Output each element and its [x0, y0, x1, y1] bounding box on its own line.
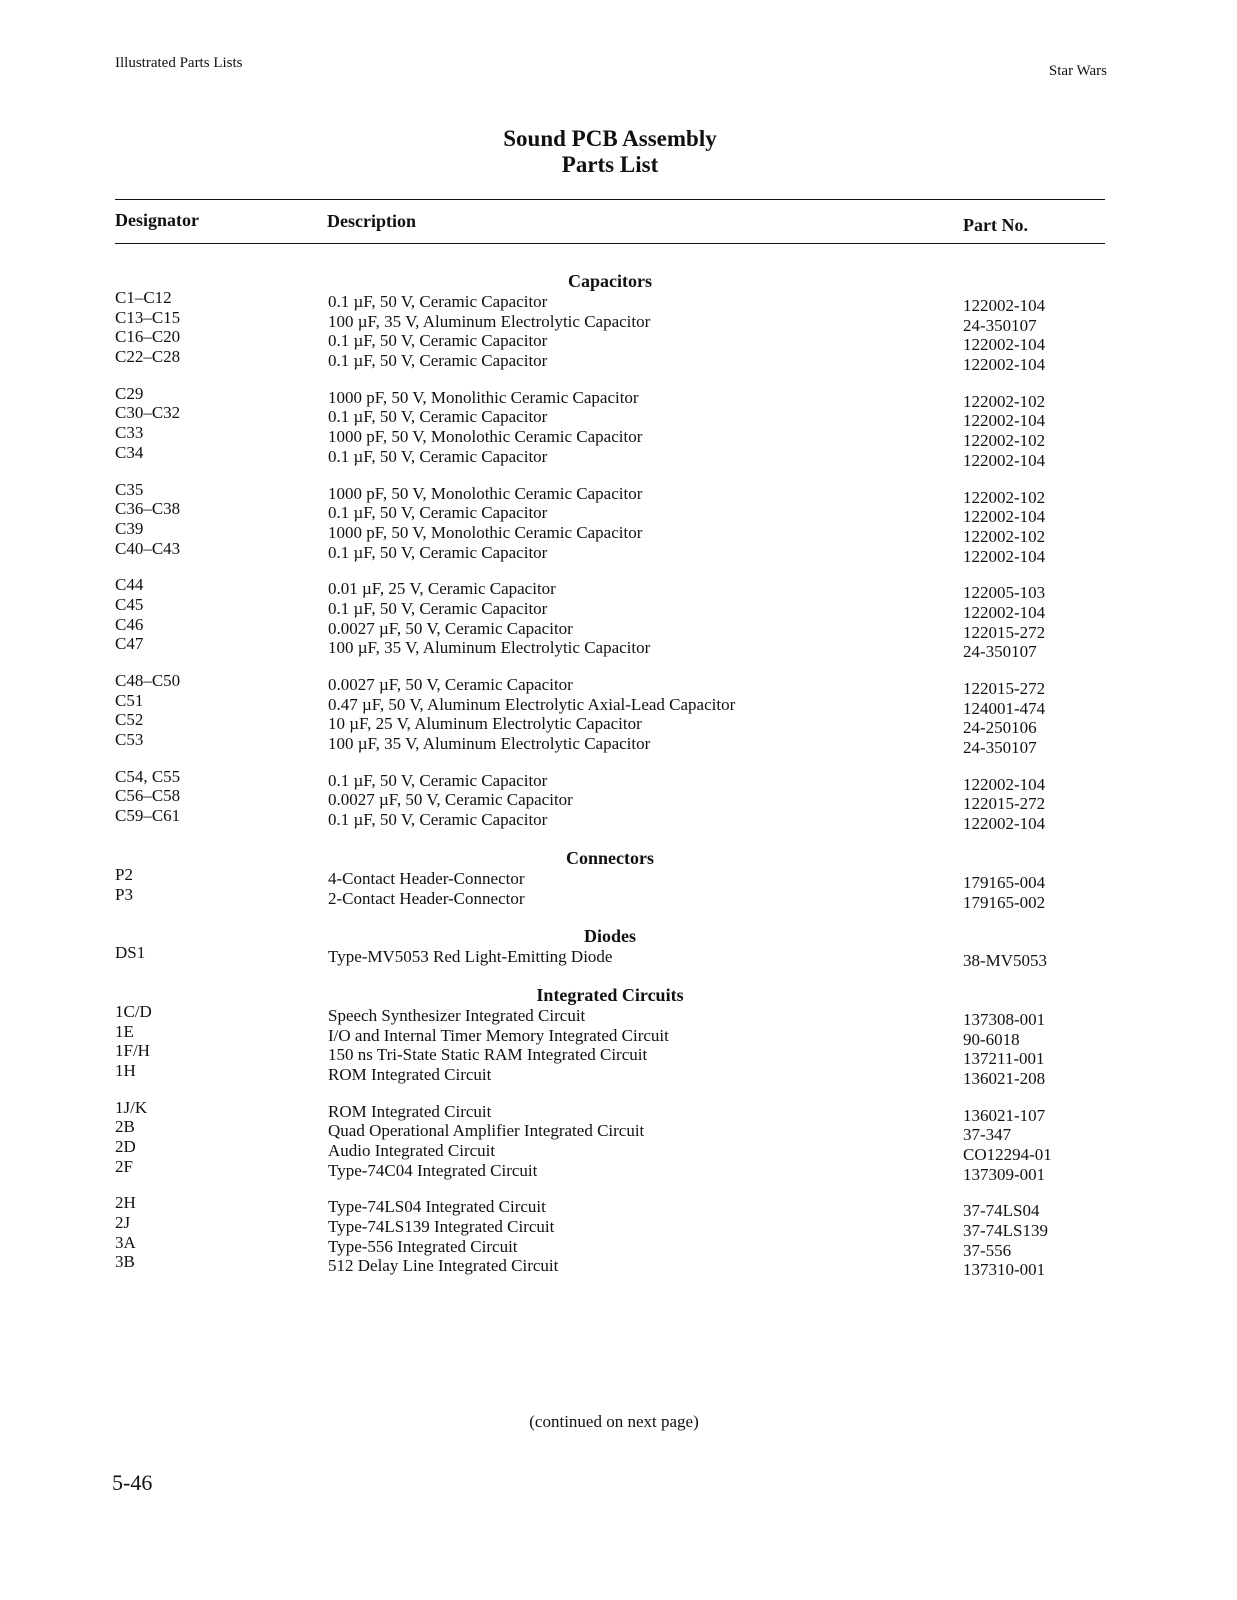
designator-cell: C52	[115, 710, 144, 730]
designator-cell: DS1	[115, 943, 146, 963]
part-number-cell: 179165-004	[963, 872, 1046, 892]
parts-row	[0, 1041, 1237, 1069]
parts-row	[0, 730, 1237, 758]
parts-row	[0, 1137, 1237, 1164]
part-number-cell: 122002-104	[963, 774, 1046, 794]
parts-group	[0, 575, 1237, 662]
parts-row	[0, 1060, 1237, 1088]
designator-cell: P2	[115, 864, 133, 884]
part-number-cell: 122002-104	[963, 335, 1046, 355]
designator-cell: C34	[115, 442, 144, 462]
description-cell: Type-MV5053 Red Light-Emitting Diode	[328, 947, 613, 967]
part-number-cell: 137309-001	[963, 1164, 1046, 1184]
page-number: 5-46	[112, 1470, 153, 1495]
designator-cell: C36–C38	[115, 499, 181, 519]
designator-cell: 3B	[115, 1252, 135, 1272]
running-head-left: Illustrated Parts Lists	[115, 55, 243, 71]
parts-list	[0, 270, 1237, 1293]
designator-cell: 1C/D	[115, 1001, 152, 1021]
description-cell: 0.1 µF, 50 V, Ceramic Capacitor	[328, 598, 548, 618]
description-cell: 0.47 µF, 50 V, Aluminum Electrolytic Axial-Lead Capacitor	[328, 694, 736, 714]
parts-row	[0, 786, 1237, 814]
parts-row	[0, 943, 1237, 971]
parts-row	[0, 710, 1237, 738]
designator-cell: C35	[115, 479, 144, 499]
description-cell: 0.1 µF, 50 V, Ceramic Capacitor	[328, 503, 548, 523]
part-number-cell: 24-350107	[963, 642, 1037, 662]
parts-row	[0, 442, 1237, 470]
part-number-cell: 122002-102	[963, 487, 1046, 507]
title-line-1: Sound PCB Assembly	[503, 126, 717, 151]
description-cell: 0.1 µF, 50 V, Ceramic Capacitor	[328, 351, 548, 371]
parts-row	[0, 766, 1237, 794]
designator-cell: 2B	[115, 1117, 135, 1137]
description-cell: I/O and Internal Timer Memory Integrated Circuit	[328, 1025, 669, 1045]
part-number-cell: 24-350107	[963, 738, 1037, 758]
parts-group	[0, 864, 1237, 912]
section-heading: Diodes	[583, 926, 636, 947]
part-number-cell: 90-6018	[963, 1029, 1020, 1049]
parts-row	[0, 347, 1237, 375]
part-number-cell: 122002-104	[963, 814, 1046, 834]
parts-group	[0, 671, 1237, 758]
part-number-cell: CO12294-01	[963, 1145, 1052, 1164]
column-header-description: Description	[327, 211, 416, 231]
parts-row	[0, 1232, 1237, 1260]
designator-cell: C39	[115, 518, 144, 538]
designator-cell: P3	[115, 884, 133, 904]
running-head-right: Star Wars	[1048, 63, 1107, 79]
parts-group	[0, 1193, 1237, 1280]
parts-row	[0, 1156, 1237, 1184]
description-cell: 0.1 µF, 50 V, Ceramic Capacitor	[328, 292, 548, 311]
parts-row	[0, 1117, 1237, 1145]
description-cell: ROM Integrated Circuit	[328, 1101, 492, 1121]
part-number-cell: 137308-001	[963, 1009, 1046, 1029]
title-line-2: Parts List	[561, 152, 659, 177]
designator-cell: C30–C32	[115, 403, 181, 423]
description-cell: Type-74LS04 Integrated Circuit	[328, 1197, 546, 1217]
part-number-cell: 122002-104	[963, 602, 1046, 622]
part-number-cell: 122002-104	[963, 411, 1046, 431]
description-cell: 2-Contact Header-Connector	[328, 888, 525, 908]
parts-group	[0, 1097, 1237, 1184]
designator-cell: C22–C28	[115, 347, 181, 367]
part-number-cell: 122015-272	[963, 794, 1046, 814]
part-number-cell: 37-74LS04	[963, 1201, 1040, 1221]
description-cell: 1000 pF, 50 V, Monolothic Ceramic Capacitor	[328, 522, 643, 542]
parts-row	[0, 806, 1237, 834]
section-heading: Integrated Circuits	[536, 984, 684, 1005]
description-cell: 0.1 µF, 50 V, Ceramic Capacitor	[328, 331, 548, 351]
parts-row	[0, 499, 1237, 527]
parts-row	[0, 288, 1237, 315]
parts-group	[0, 288, 1237, 375]
part-number-cell: 122015-272	[963, 622, 1046, 642]
parts-section	[0, 984, 1237, 1280]
parts-row	[0, 864, 1237, 892]
part-number-cell: 37-347	[963, 1125, 1012, 1145]
parts-row	[0, 479, 1237, 507]
part-number-cell: 122002-104	[963, 507, 1046, 527]
description-cell: 0.1 µF, 50 V, Ceramic Capacitor	[328, 446, 548, 466]
designator-cell: 2D	[115, 1137, 136, 1156]
description-cell: ROM Integrated Circuit	[328, 1064, 492, 1084]
designator-cell: 2H	[115, 1193, 136, 1213]
description-cell: 1000 pF, 50 V, Monolithic Ceramic Capacitor	[328, 387, 639, 407]
description-cell: 0.1 µF, 50 V, Ceramic Capacitor	[328, 542, 548, 562]
designator-cell: 1J/K	[115, 1097, 148, 1117]
designator-cell: C46	[115, 614, 144, 634]
part-number-cell: 137211-001	[963, 1049, 1045, 1069]
description-cell: 0.1 µF, 50 V, Ceramic Capacitor	[328, 407, 548, 427]
description-cell: 1000 pF, 50 V, Monolothic Ceramic Capacitor	[328, 427, 643, 447]
continued-note: (continued on next page)	[529, 1412, 699, 1431]
part-number-cell: 122005-103	[963, 583, 1046, 603]
designator-cell: C16–C20	[115, 327, 181, 347]
designator-cell: C54, C55	[115, 766, 181, 786]
part-number-cell: 37-74LS139	[963, 1221, 1048, 1241]
description-cell: Type-556 Integrated Circuit	[328, 1236, 518, 1256]
parts-row	[0, 614, 1237, 642]
designator-cell: 3A	[115, 1232, 136, 1252]
designator-cell: C53	[115, 730, 144, 750]
parts-row	[0, 403, 1237, 431]
designator-cell: 1E	[115, 1021, 134, 1041]
part-number-cell: 179165-002	[963, 892, 1046, 912]
designator-cell: C13–C15	[115, 307, 181, 327]
description-cell: 100 µF, 35 V, Aluminum Electrolytic Capacitor	[328, 638, 651, 658]
parts-group	[0, 943, 1237, 971]
header-bottom-rule	[115, 243, 1105, 244]
part-number-cell: 122002-104	[963, 355, 1046, 375]
designator-cell: 1F/H	[115, 1041, 150, 1061]
parts-row	[0, 1021, 1237, 1049]
designator-cell: C56–C58	[115, 786, 181, 806]
parts-row	[0, 1097, 1237, 1125]
parts-section	[0, 925, 1237, 971]
designator-cell: 1H	[115, 1060, 136, 1080]
part-number-cell: 122002-104	[963, 450, 1046, 470]
part-number-cell: 124001-474	[963, 698, 1046, 718]
part-number-cell: 37-556	[963, 1240, 1012, 1260]
description-cell: 0.1 µF, 50 V, Ceramic Capacitor	[328, 810, 548, 830]
description-cell: Quad Operational Amplifier Integrated Circuit	[328, 1121, 645, 1141]
description-cell: 10 µF, 25 V, Aluminum Electrolytic Capacitor	[328, 714, 642, 734]
designator-cell: C48–C50	[115, 671, 181, 690]
designator-cell: C29	[115, 383, 144, 403]
description-cell: 512 Delay Line Integrated Circuit	[328, 1256, 559, 1276]
designator-cell: C47	[115, 634, 144, 654]
parts-row	[0, 884, 1237, 912]
part-number-cell: 122002-104	[963, 546, 1046, 566]
designator-cell: C40–C43	[115, 538, 181, 558]
parts-row	[0, 1252, 1237, 1280]
part-number-cell: 24-250106	[963, 718, 1037, 738]
designator-cell: C1–C12	[115, 288, 172, 307]
parts-row	[0, 1001, 1237, 1029]
description-cell: 150 ns Tri-State Static RAM Integrated Circuit	[328, 1045, 648, 1065]
parts-group	[0, 766, 1237, 834]
description-cell: 4-Contact Header-Connector	[328, 868, 525, 888]
parts-row	[0, 690, 1237, 718]
designator-cell: 2J	[115, 1213, 131, 1233]
parts-row	[0, 671, 1237, 698]
part-number-cell: 24-350107	[963, 315, 1037, 335]
description-cell: Speech Synthesizer Integrated Circuit	[328, 1005, 586, 1025]
designator-cell: C33	[115, 423, 144, 443]
description-cell: Audio Integrated Circuit	[328, 1141, 496, 1160]
part-number-cell: 38-MV5053	[963, 951, 1048, 971]
header-top-rule	[115, 199, 1105, 200]
parts-group	[0, 383, 1237, 470]
designator-cell: C45	[115, 594, 144, 614]
description-cell: 0.0027 µF, 50 V, Ceramic Capacitor	[328, 618, 573, 638]
parts-row	[0, 307, 1237, 335]
description-cell: 100 µF, 35 V, Aluminum Electrolytic Capacitor	[328, 734, 651, 754]
description-cell: 0.1 µF, 50 V, Ceramic Capacitor	[328, 770, 548, 790]
parts-row	[0, 538, 1237, 566]
parts-row	[0, 634, 1237, 662]
designator-cell: C59–C61	[115, 806, 181, 826]
parts-row	[0, 423, 1237, 451]
part-number-cell: 122015-272	[963, 679, 1046, 698]
parts-row	[0, 327, 1237, 355]
parts-group	[0, 1001, 1237, 1088]
column-header-part-no: Part No.	[963, 215, 1028, 235]
section-heading: Capacitors	[568, 271, 652, 291]
description-cell: 1000 pF, 50 V, Monolothic Ceramic Capacitor	[328, 483, 643, 503]
parts-row	[0, 1213, 1237, 1241]
designator-cell: 2F	[115, 1156, 133, 1176]
parts-section	[0, 847, 1237, 912]
section-heading: Connectors	[566, 847, 654, 868]
parts-row	[0, 575, 1237, 603]
description-cell: 0.0027 µF, 50 V, Ceramic Capacitor	[328, 675, 573, 694]
designator-cell: C44	[115, 575, 144, 595]
parts-group	[0, 479, 1237, 566]
description-cell: Type-74LS139 Integrated Circuit	[328, 1217, 555, 1237]
part-number-cell: 122002-102	[963, 431, 1046, 451]
parts-section	[0, 270, 1237, 834]
part-number-cell: 136021-208	[963, 1068, 1046, 1088]
page-title	[0, 126, 1220, 178]
description-cell: 0.01 µF, 25 V, Ceramic Capacitor	[328, 579, 556, 599]
description-cell: Type-74C04 Integrated Circuit	[328, 1160, 538, 1180]
parts-row	[0, 383, 1237, 411]
part-number-cell: 136021-107	[963, 1105, 1046, 1125]
parts-row	[0, 1193, 1237, 1221]
parts-row	[0, 594, 1237, 622]
description-cell: 0.0027 µF, 50 V, Ceramic Capacitor	[328, 790, 573, 810]
designator-cell: C51	[115, 690, 144, 710]
parts-row	[0, 518, 1237, 546]
part-number-cell: 122002-102	[963, 391, 1046, 411]
part-number-cell: 122002-104	[963, 296, 1046, 315]
description-cell: 100 µF, 35 V, Aluminum Electrolytic Capacitor	[328, 311, 651, 331]
column-header-designator: Designator	[115, 210, 199, 230]
part-number-cell: 137310-001	[963, 1260, 1046, 1280]
part-number-cell: 122002-102	[963, 526, 1046, 546]
